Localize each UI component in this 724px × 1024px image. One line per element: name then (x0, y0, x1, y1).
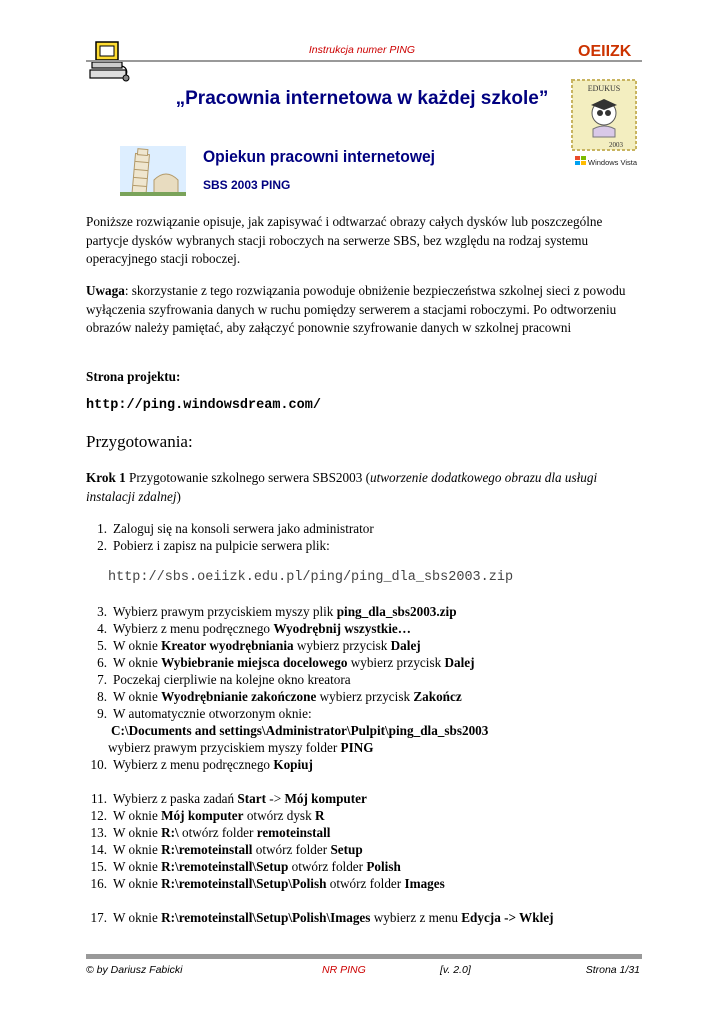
list-item: 14. W oknie R:\remoteinstall otwórz folder Setup (90, 842, 363, 857)
list-item: 5. W oknie Kreator wyodrębniania wybierz przycisk Dalej (97, 638, 421, 653)
list-item: 11. Wybierz z paska zadań Start -> Mój komputer (91, 791, 367, 806)
main-title: „Pracownia internetowa w każdej szkole” (175, 88, 549, 109)
krok1-label: Krok 1 (86, 470, 126, 485)
krok1-paragraph: Krok 1 Przygotowanie szkolnego serwera SBS2003 (utworzenie dodatkowego obrazu dla usługi instalacji zdalnej) (86, 470, 598, 504)
footer-code: NR PING (322, 964, 366, 976)
footer-page: Strona 1/31 (585, 964, 640, 976)
oeiizk-logo (578, 40, 642, 60)
list-item: 4. Wybierz z menu podręcznego Wyodrębnij wszystkie… (97, 621, 411, 636)
project-label: Strona projektu: (86, 369, 181, 384)
warning-paragraph (86, 282, 646, 338)
oeiizk-logo-text: OEIIZK (578, 43, 632, 60)
windows-vista-logo (574, 154, 642, 168)
list-item: 6. W oknie Wybiebranie miejsca docelowego wybierz przycisk Dalej (97, 655, 475, 670)
warning-text: : skorzystanie z tego rozwiązania powoduje obniżenie bezpieczeństwa szkolnej sieci z powodu wyłączenia szyfrowania danych w ruchu pomiędzy serwerem a stacjami roboczymi. Po odtworzeniu obrazów należy pamiętać, aby załączyć ponownie szyfrowanie danych w szkolnej pracowni (86, 283, 626, 335)
footer-version: [v. 2.0] (440, 964, 471, 976)
folder-line: wybierz prawym przyciskiem myszy folder PING (108, 740, 374, 755)
header-title: Instrukcja numer PING (308, 44, 416, 56)
list-item: 13. W oknie R:\ otwórz folder remoteinstall (90, 825, 331, 840)
footer-divider (86, 954, 642, 959)
list-item: 1. Zaloguj się na konsoli serwera jako administrator (97, 521, 374, 536)
list-item: 10. Wybierz z menu podręcznego Kopiuj (90, 757, 313, 772)
list-item: 16. W oknie R:\remoteinstall\Setup\Polish otwórz folder Images (90, 876, 445, 891)
windows-vista-text: Windows Vista (588, 158, 638, 167)
list-item: 3. Wybierz prawym przyciskiem myszy plik ping_dla_sbs2003.zip (97, 604, 457, 619)
list-item: 17. W oknie R:\remoteinstall\Setup\Polish\Images wybierz z menu Edycja -> Wklej (90, 910, 554, 925)
list-item: 12. W oknie Mój komputer otwórz dysk R (90, 808, 325, 823)
list-item: 9. W automatycznie otworzonym oknie: (97, 706, 312, 721)
footer-author: © by Dariusz Fabicki (86, 964, 183, 976)
subtitle: Opiekun pracowni internetowej (203, 147, 436, 166)
prep-heading: Przygotowania: (86, 432, 193, 451)
warning-label: Uwaga (86, 283, 125, 298)
edukus-text: EDUKUS (587, 84, 621, 93)
subsubtitle: SBS 2003 PING (203, 178, 291, 192)
download-url[interactable]: http://sbs.oeiizk.edu.pl/ping/ping_dla_sbs2003.zip (108, 570, 514, 585)
list-item: 15. W oknie R:\remoteinstall\Setup otwórz folder Polish (90, 859, 401, 874)
project-url[interactable]: http://ping.windowsdream.com/ (86, 398, 321, 413)
intro-paragraph: Poniższe rozwiązanie opisuje, jak zapisywać i odtwarzać obrazy całych dysków lub poszczególne partycje dysków wybranych stacji roboczych na serwerze SBS, bez względu na rodzaj systemu operacyjnego stacji roboczej. (86, 214, 603, 266)
path-line: C:\Documents and settings\Administrator\Pulpit\ping_dla_sbs2003 (111, 723, 489, 738)
pisa-tower-image (120, 146, 186, 196)
header-divider (86, 60, 642, 62)
list-item: 7. Poczekaj cierpliwie na kolejne okno kreatora (97, 672, 351, 687)
list-item: 8. W oknie Wyodrębnianie zakończone wybierz przycisk Zakończ (97, 689, 462, 704)
list-item: 2. Pobierz i zapisz na pulpicie serwera plik: (97, 538, 330, 553)
edukus-year: 2003 (609, 141, 623, 149)
krok1-italic: utworzenie dodatkowego obrazu dla usługi instalacji zdalnej (86, 470, 598, 504)
